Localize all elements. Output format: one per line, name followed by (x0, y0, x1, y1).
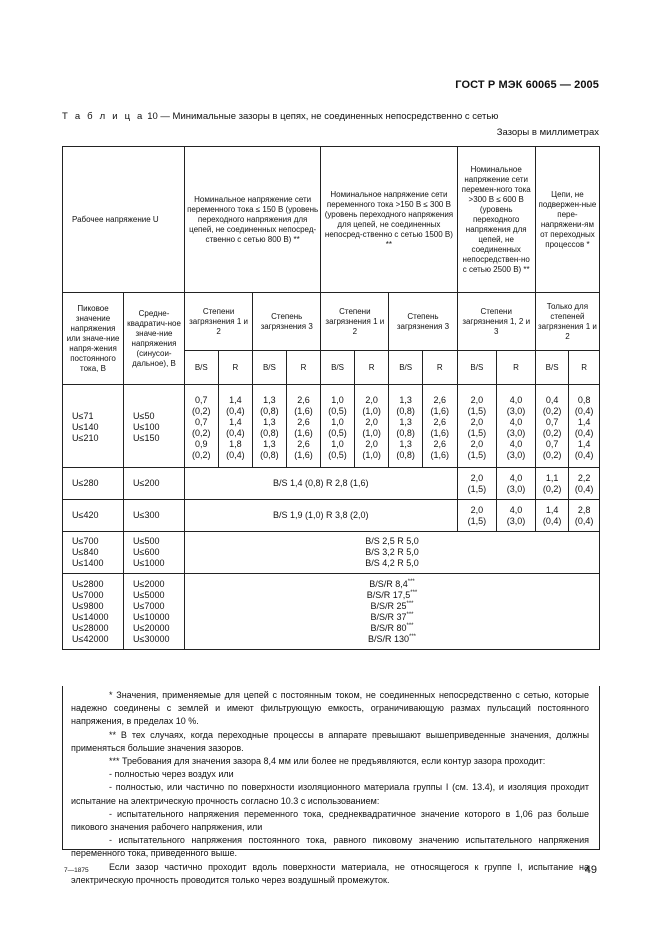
table-caption (62, 111, 498, 122)
row-a-cell: 2,0 (1,0) 2,0 (1,0) 2,0 (1,0) (354, 385, 389, 468)
standard-number: ГОСТ Р МЭК 60065 — 2005 (455, 79, 599, 91)
row-a-cell: 2,6 (1,6) 2,6 (1,6) 2,6 (1,6) (422, 385, 457, 468)
caption-text: 10 — Минимальные зазоры в цепях, не соединенных непосредственно с сетью (147, 111, 499, 122)
row-a-cell: 1,4 (0,4) 1,4 (0,4) 1,8 (0,4) (218, 385, 253, 468)
note-5: - полностью, или частично по поверхности изоляционного материала группы I (см. 13.4), и изоляция проходит испытание на электрическую прочность согласно 10.3 с использованием: (71, 782, 589, 806)
page-number: 49 (584, 864, 597, 876)
note-8: Если зазор частично проходит вдоль поверхности материала, не относящегося к группе I, испытание на электрическую прочность проводится только через воздушный промежуток. (71, 861, 589, 885)
row-a-cell: 2,6 (1,6) 2,6 (1,6) 2,6 (1,6) (286, 385, 321, 468)
header-r: R (286, 351, 321, 385)
header-group-300: Номинальное напряжение сети переменного тока >150 В ≤ 300 В (уровень переходного напряжения для цепей, не соединенных непосред-ственно с сетью 1500 В) ** (321, 147, 457, 293)
row-a-cell: 0,7 (0,2) 0,7 (0,2) 0,9 (0,2) (185, 385, 219, 468)
row-e-peak: U≤2800 U≤7000 U≤9800 U≤14000 U≤28000 U≤42000 (63, 574, 124, 650)
header-only-1-2: Только для степеней загрязнения 1 и 2 (535, 293, 599, 351)
header-bs: B/S (185, 351, 219, 385)
row-a-cell: 1,3 (0,8) 1,3 (0,8) 1,3 (0,8) (253, 385, 287, 468)
row-a-cell: 4,0 (3,0) 4,0 (3,0) 4,0 (3,0) (497, 385, 536, 468)
header-bs: B/S (389, 351, 423, 385)
header-group-600: Номинальное напряжение сети перемен-ного тока >300 В ≤ 600 В (уровень переходного напряжения для цепей, не соединенных непосредствен-но с сетью 2500 В) ** (457, 147, 535, 293)
row-b-rms: U≤200 (124, 468, 185, 500)
header-bs: B/S (253, 351, 287, 385)
header-rms-voltage: Средне-квадратич-ное значе-ние напряжения (синусои-дальное), В (124, 293, 185, 385)
header-degree-3: Степень загрязнения 3 (253, 293, 321, 351)
header-peak-voltage: Пиковое значение напряжения или значе-ние напря-жения постоянного тока, В (63, 293, 124, 385)
header-degree-1-2: Степени загрязнения 1 и 2 (321, 293, 389, 351)
header-r: R (497, 351, 536, 385)
print-code: 7—1875 (64, 867, 89, 874)
header-group-150: Номинальное напряжение сети переменного тока ≤ 150 В (уровень переходного напряжения для цепей, не соединенных непосред-ственно с сетью 800 В) ** (185, 147, 321, 293)
row-a-cell: 0,4 (0,2) 0,7 (0,2) 0,7 (0,2) (535, 385, 569, 468)
row-e-value: B/S/R 80*** (370, 622, 414, 633)
row-b-peak: U≤280 (63, 468, 124, 500)
units-note: Зазоры в миллиметрах (496, 127, 599, 138)
note-6: - испытательного напряжения переменного тока, среднеквадратичное значение которого в 1,06 раз больше пикового значения рабочего напряжения, или (71, 808, 589, 833)
note-7: - испытательного напряжения постоянного тока, равного пиковому значению испытательного напряжения переменного тока, приведенного выше. (71, 835, 589, 859)
header-r: R (422, 351, 457, 385)
row-e-value: B/S/R 130*** (367, 633, 417, 644)
row-b-cell: 2,2 (0,4) (569, 468, 600, 500)
row-b-cell: 2,0 (1,5) (457, 468, 497, 500)
row-e-value: B/S/R 8,4*** (369, 578, 415, 589)
row-e-value: B/S/R 17,5*** (366, 589, 418, 600)
clearance-table (62, 146, 600, 650)
row-e-merged (185, 574, 600, 650)
note-4: - полностью через воздух или (109, 769, 234, 780)
header-degree-1-2-3: Степени загрязнения 1, 2 и 3 (457, 293, 535, 351)
note-3: *** Требования для значения зазора 8,4 мм или более не предъявляются, если контур зазора проходит: (109, 756, 546, 767)
row-c-cell: 2,0 (1,5) (457, 500, 497, 532)
header-degree-3: Степень загрязнения 3 (389, 293, 457, 351)
row-a-cell: 0,8 (0,4) 1,4 (0,4) 1,4 (0,4) (569, 385, 600, 468)
note-1: * Значения, применяемые для цепей с постоянным током, не соединенных непосредственно с сетью, которые надежно соединены с землей и имеют фильтрующую емкость, ограничивающую размах пульсаций постоянного напряжения, в пределах 10 %. (71, 690, 589, 727)
row-d-merged: B/S 2,5 R 5,0 B/S 3,2 R 5,0 B/S 4,2 R 5,0 (185, 532, 600, 574)
row-e-rms: U≤2000 U≤5000 U≤7000 U≤10000 U≤20000 U≤30000 (124, 574, 185, 650)
header-r: R (569, 351, 600, 385)
row-b-merged: B/S 1,4 (0,8) R 2,8 (1,6) (185, 468, 458, 500)
row-c-rms: U≤300 (124, 500, 185, 532)
header-bs: B/S (535, 351, 569, 385)
row-d-rms: U≤500 U≤600 U≤1000 (124, 532, 185, 574)
row-b-cell: 4,0 (3,0) (497, 468, 536, 500)
header-r: R (354, 351, 389, 385)
header-work-voltage: Рабочее напряжение U (63, 147, 185, 293)
row-d-peak: U≤700 U≤840 U≤1400 (63, 532, 124, 574)
row-c-merged: B/S 1,9 (1,0) R 3,8 (2,0) (185, 500, 458, 532)
row-c-cell: 4,0 (3,0) (497, 500, 536, 532)
header-no-overvoltage: Цепи, не подвержен-ные пере-напряжени-ям от переходных процессов * (535, 147, 599, 293)
row-a-peak: U≤71 U≤140 U≤210 (63, 385, 124, 468)
row-a-cell: 1,0 (0,5) 1,0 (0,5) 1,0 (0,5) (321, 385, 355, 468)
row-a-rms: U≤50 U≤100 U≤150 (124, 385, 185, 468)
row-c-cell: 1,4 (0,4) (535, 500, 569, 532)
row-a-cell: 1,3 (0,8) 1,3 (0,8) 1,3 (0,8) (389, 385, 423, 468)
row-e-value: B/S/R 25*** (370, 600, 414, 611)
row-c-peak: U≤420 (63, 500, 124, 532)
caption-label: Т а б л и ц а (62, 111, 145, 122)
header-r: R (218, 351, 253, 385)
header-bs: B/S (321, 351, 355, 385)
header-bs: B/S (457, 351, 497, 385)
row-b-cell: 1,1 (0,2) (535, 468, 569, 500)
row-a-cell: 2,0 (1,5) 2,0 (1,5) 2,0 (1,5) (457, 385, 497, 468)
header-degree-1-2: Степени загрязнения 1 и 2 (185, 293, 253, 351)
row-e-value: B/S/R 37*** (370, 611, 414, 622)
row-c-cell: 2,8 (0,4) (569, 500, 600, 532)
note-2: ** В тех случаях, когда переходные процессы в аппарате превышают вышеприведенные значения, должны применяться большие значения зазоров. (71, 729, 589, 753)
